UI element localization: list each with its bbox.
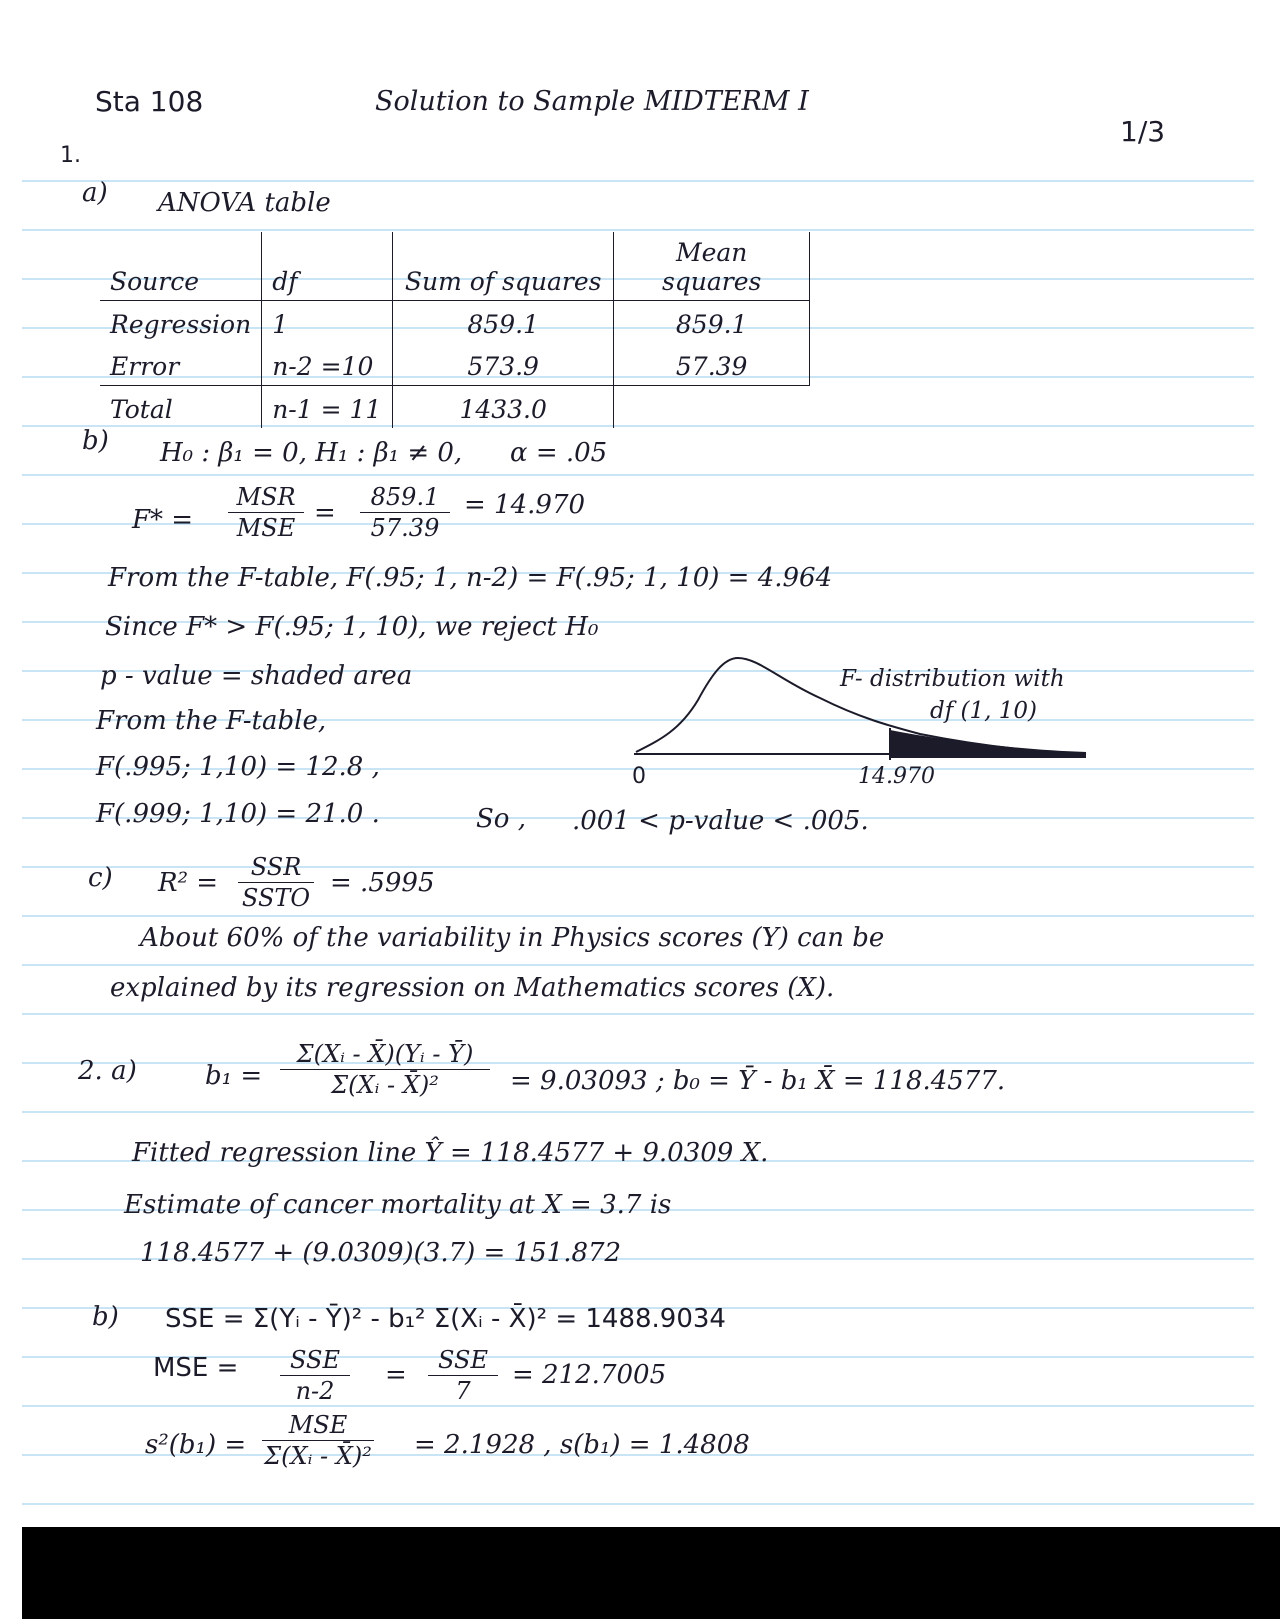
mse-label: MSE = [153,1353,239,1383]
part-c-label: c) [88,863,113,893]
anova-df-cell: n-1 = 11 [262,386,393,429]
fraction-denominator: 7 [455,1377,471,1405]
p-value-range: .001 < p-value < .005. [572,806,869,836]
fraction-denominator: Σ(Xᵢ - X̄)² [264,1442,372,1470]
r-squared-value: = .5995 [330,868,435,898]
interpretation-line-1: About 60% of the variability in Physics scores (Y) can be [140,923,885,953]
page-title: Solution to Sample MIDTERM I [375,86,809,117]
interpretation-line-2: explained by its regression on Mathematics scores (X). [110,973,835,1003]
anova-ss-cell: 859.1 [393,301,614,344]
reject-decision: Since F* > F(.95; 1, 10), we reject H₀ [105,612,599,642]
part-b-label: b) [82,426,109,456]
anova-col-ss: Sum of squares [393,232,614,301]
mse-fraction-1 [280,1348,350,1403]
mse-fraction-2 [428,1348,498,1403]
fraction-numerator: SSR [238,855,314,883]
f-statistic-label: F* = [132,505,194,535]
anova-ss-cell: 1433.0 [393,386,614,429]
anova-header-row [100,232,810,301]
equals-sign: = [314,498,336,528]
anova-df-cell: 1 [262,301,393,344]
anova-source-cell: Error [100,343,262,386]
mse-value: = 212.7005 [512,1360,667,1390]
b1-fraction [280,1042,490,1097]
fraction-denominator: n-2 [295,1377,335,1405]
fitted-regression-line: Fitted regression line Ŷ = 118.4577 + 9.0309 X. [132,1138,769,1168]
anova-ms-cell: 859.1 [614,301,810,344]
equals-sign: = [385,1360,407,1390]
anova-col-ms: Mean squares [614,232,810,301]
s2-b1-values: = 2.1928 , s(b₁) = 1.4808 [414,1430,750,1460]
course-code: Sta 108 [95,85,204,118]
anova-source-cell: Total [100,386,262,429]
fraction-numerator: MSE [262,1413,374,1441]
r-squared-fraction [238,855,314,910]
page-number: 1/3 [1120,115,1166,148]
question-2a-label: 2. a) [78,1056,137,1086]
anova-row-total [100,386,810,429]
hypotheses: H₀ : β₁ = 0, H₁ : β₁ ≠ 0, [160,438,463,468]
fraction-numerator: 859.1 [360,485,450,513]
b1-label: b₁ = [205,1061,263,1091]
question-1-number: 1. [60,143,81,168]
fraction-numerator: MSR [228,485,304,513]
part-a-label: a) [82,178,108,208]
anova-table-title: ANOVA table [158,188,331,218]
anova-col-df: df [262,232,393,301]
anova-ss-cell: 573.9 [393,343,614,386]
scan-bottom-border [22,1527,1280,1619]
p-value-definition: p - value = shaded area [100,661,413,691]
part-2b-label: b) [92,1302,119,1332]
anova-row-error [100,343,810,386]
anova-col-source: Source [100,232,262,301]
s2-b1-fraction [262,1413,374,1468]
f-999-value: F(.999; 1,10) = 21.0 . [96,799,380,829]
estimate-calculation: 118.4577 + (9.0309)(3.7) = 151.872 [140,1238,622,1268]
sse-equation: SSE = Σ(Yᵢ - Ȳ)² - b₁² Σ(Xᵢ - X̄)² = 1488.9034 [165,1304,726,1334]
graph-origin-label: 0 [632,764,646,789]
s2-b1-label: s²(b₁) = [145,1430,247,1460]
r-squared-label: R² = [158,868,219,898]
fraction-denominator: Σ(Xᵢ - X̄)² [331,1071,439,1099]
alpha-level: α = .05 [510,438,608,468]
fraction-denominator: SSTO [241,884,311,912]
graph-f-label: 14.970 [858,764,935,789]
f-995-value: F(.995; 1,10) = 12.8 , [96,752,380,782]
fraction-numerator: SSE [280,1348,350,1376]
anova-row-regression [100,301,810,344]
graph-title-line1: F- distribution with [840,666,1065,692]
anova-df-cell: n-2 =10 [262,343,393,386]
from-f-table: From the F-table, [96,706,327,736]
graph-title-line2: df (1, 10) [930,698,1038,724]
fraction-denominator: 57.39 [370,514,440,542]
fraction-numerator: SSE [428,1348,498,1376]
f-value-fraction [360,485,450,540]
f-statistic-value: = 14.970 [464,490,586,520]
anova-table [100,232,810,428]
fraction-denominator: MSE [236,514,296,542]
fraction-numerator: Σ(Xᵢ - X̄)(Yᵢ - Ȳ) [280,1042,490,1070]
b1-b0-values: = 9.03093 ; b₀ = Ȳ - b₁ X̄ = 118.4577. [510,1066,1006,1096]
so-word: So , [476,804,526,834]
anova-source-cell: Regression [100,301,262,344]
anova-ms-cell [614,386,810,429]
anova-ms-cell: 57.39 [614,343,810,386]
msr-over-mse-fraction [228,485,304,540]
estimate-statement: Estimate of cancer mortality at X = 3.7 is [124,1190,672,1220]
f-table-critical-value: From the F-table, F(.95; 1, n-2) = F(.95; 1, 10) = 4.964 [108,563,833,593]
